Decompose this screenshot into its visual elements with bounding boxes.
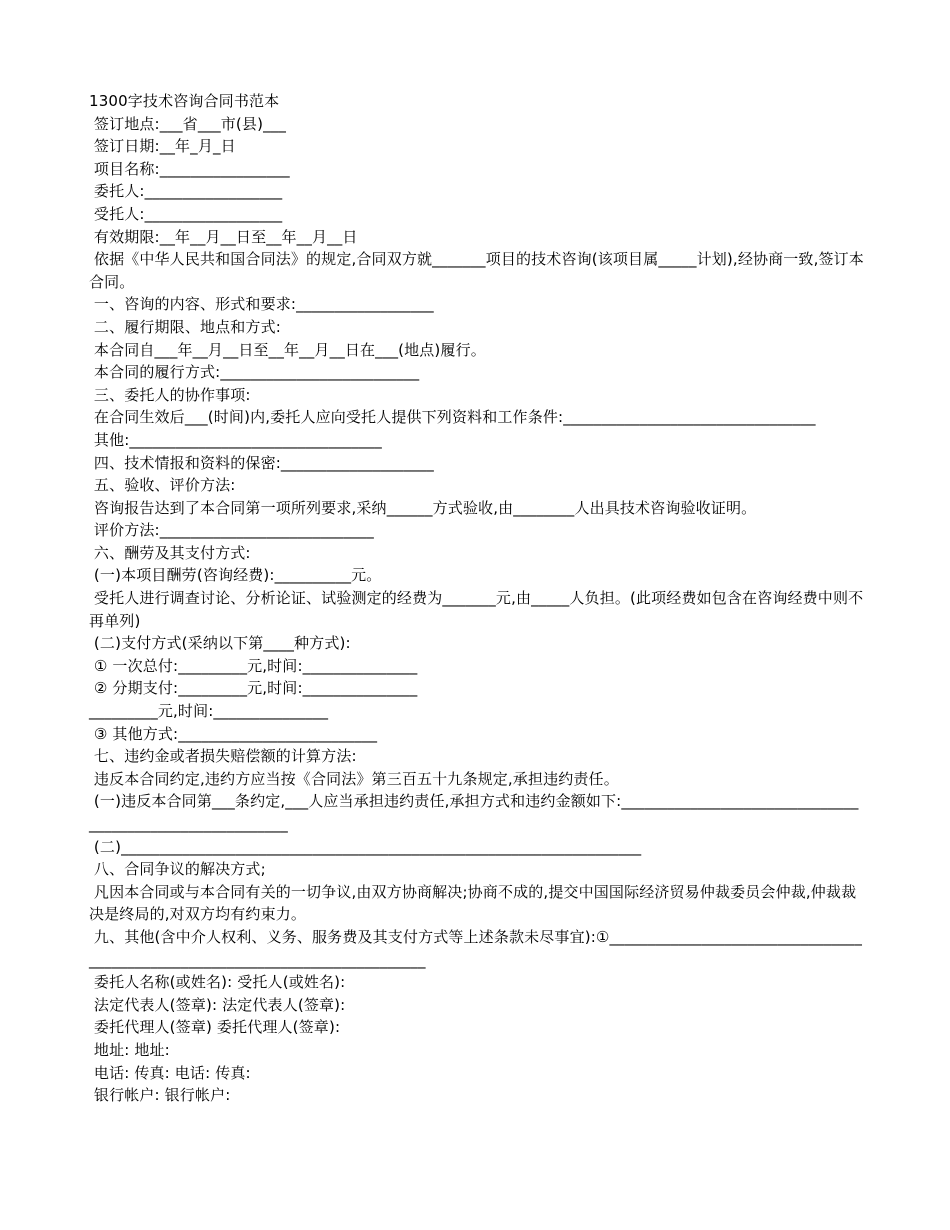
section-3-heading: 三、委托人的协作事项:: [89, 385, 251, 404]
phone-fax: 电话: 传真: 电话: 传真:: [89, 1063, 251, 1082]
preamble-paragraph: 依据《中华人民共和国合同法》的规定,合同双方就_______项目的技术咨询(该项目属_____计划),经协商一致,签订本合同。: [89, 250, 864, 291]
breach-clause-2: (二)____________________________________________________________________: [89, 837, 642, 856]
legal-representatives: 法定代表人(签章): 法定代表人(签章):: [89, 995, 346, 1014]
payment-installment: ② 分期支付:_________元,时间:_______________: [89, 679, 418, 698]
project-fee: (一)本项目酬劳(咨询经费):__________元。: [89, 566, 382, 585]
breach-clause-1: (一)违反本合同第___条约定,___人应当承担违约责任,承担方式和违约金额如下:_________________________________________________________: [89, 792, 859, 833]
validity-period: 有效期限:__年__月__日至__年__月__日: [89, 227, 358, 246]
section-7-heading: 七、违约金或者损失赔偿额的计算方法:: [89, 747, 357, 766]
section-9-other: 九、其他(含中介人权利、义务、服务费及其支付方式等上述条款未尽事宜):①_____________________________________________________________________________: [89, 927, 862, 969]
evaluation-method: 评价方法:____________________________: [89, 521, 374, 540]
project-name: 项目名称:_________________: [89, 159, 290, 178]
section-1-content: 一、咨询的内容、形式和要求:__________________: [89, 295, 434, 314]
payment-installment-2: _________元,时间:_______________: [89, 702, 329, 721]
research-fee-paragraph: 受托人进行调查讨论、分析论证、试验测定的经费为_______元,由_____人负担。(此项经费如包含在咨询经费中则不再单列): [89, 589, 864, 630]
consultant-line: 受托人:__________________: [89, 204, 283, 223]
breach-liability: 违反本合同约定,违约方应当按《合同法》第三百五十九条规定,承担违约责任。: [89, 769, 619, 788]
performance-method: 本合同的履行方式:__________________________: [89, 363, 420, 382]
section-2-heading: 二、履行期限、地点和方式:: [89, 317, 281, 336]
party-names: 委托人名称(或姓名): 受托人(或姓名):: [89, 973, 346, 992]
contract-document: [89, 90, 864, 1107]
bank-accounts: 银行帐户: 银行帐户:: [89, 1086, 231, 1105]
client-cooperation: 在合同生效后___(时间)内,委托人应向受托人提供下列资料和工作条件:_________________________________: [89, 408, 816, 427]
section-8-heading: 八、合同争议的解决方式;: [89, 860, 266, 879]
section-6-heading: 六、酬劳及其支付方式:: [89, 543, 251, 562]
payment-method-heading: (二)支付方式(采纳以下第____种方式):: [89, 634, 351, 653]
payment-lump-sum: ① 一次总付:_________元,时间:_______________: [89, 656, 418, 675]
section-5-heading: 五、验收、评价方法:: [89, 476, 236, 495]
addresses: 地址: 地址:: [89, 1040, 170, 1059]
payment-other: ③ 其他方式:__________________________: [89, 724, 378, 743]
acceptance-paragraph: 咨询报告达到了本合同第一项所列要求,采纳______方式验收,由________人出具技术咨询验收证明。: [89, 498, 757, 517]
other-items: 其他:_________________________________: [89, 430, 382, 449]
performance-period: 本合同自___年__月__日至__年__月__日在___(地点)履行。: [89, 340, 486, 359]
dispute-resolution: 凡因本合同或与本合同有关的一切争议,由双方协商解决;协商不成的,提交中国国际经济贸易仲裁委员会仲裁,仲裁裁决是终局的,对双方均有约束力。: [89, 882, 857, 924]
section-4-confidentiality: 四、技术情报和资料的保密:____________________: [89, 453, 434, 472]
document-title: 1300字技术咨询合同书范本: [89, 92, 280, 110]
authorized-agents: 委托代理人(签章) 委托代理人(签章):: [89, 1018, 341, 1037]
client-line: 委托人:__________________: [89, 182, 283, 201]
signing-place: 签订地点:___省___市(县)___: [89, 114, 287, 133]
signing-date: 签订日期:__年_月_日: [89, 137, 236, 156]
